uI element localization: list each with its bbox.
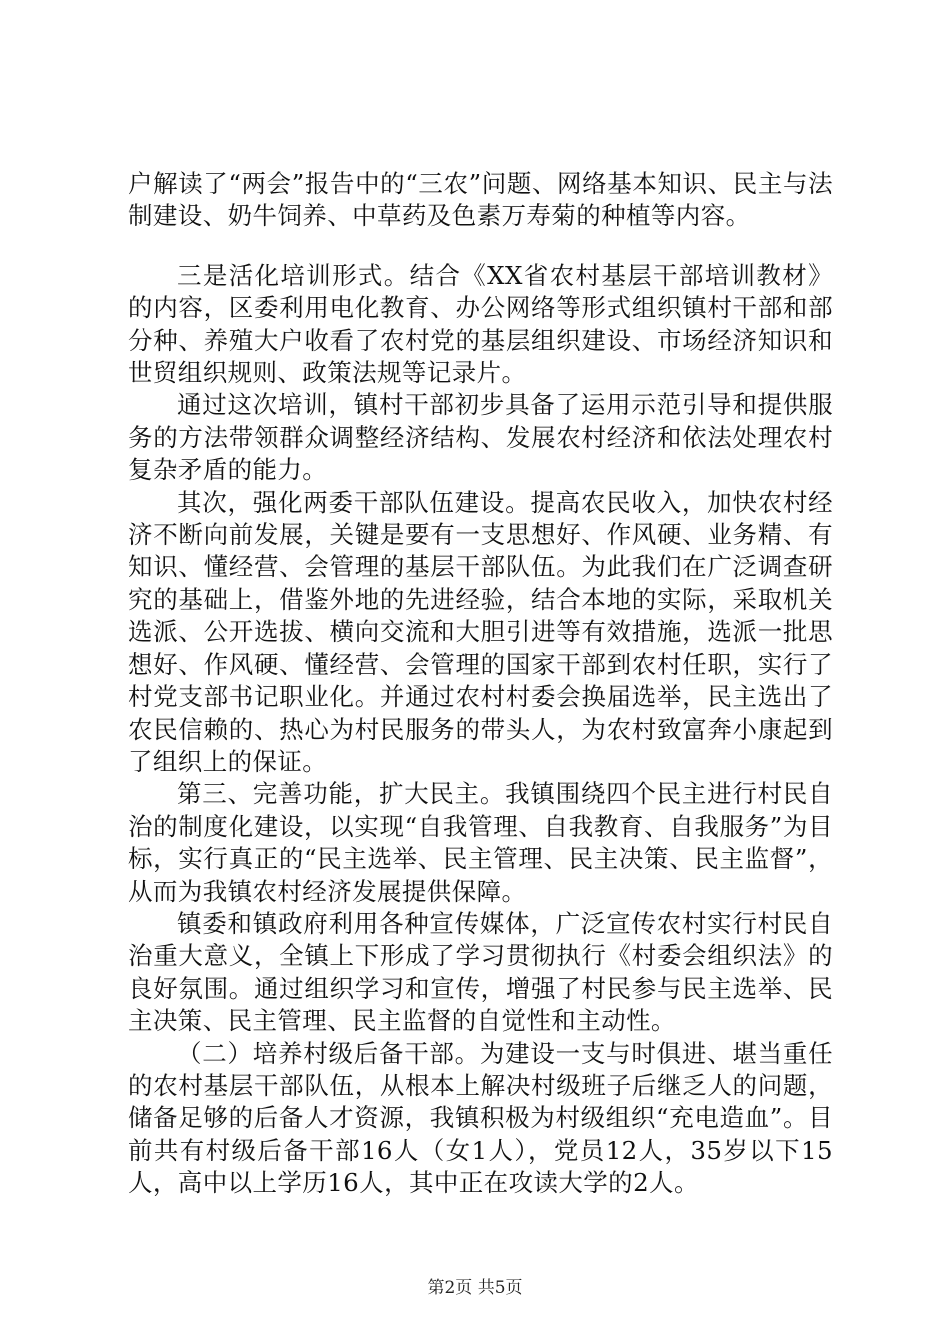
page-number-footer: 第2页 共5页 xyxy=(427,1278,523,1298)
paragraph-publicity: 镇委和镇政府利用各种宣传媒体，广泛宣传农村实行村民自治重大意义，全镇上下形成了学习贯彻执行《村委会组织法》的良好氛围。通过组织学习和宣传，增强了村民参与民主选举、民主决策、民主管理、民主监督的自觉性和主动性。 xyxy=(128,908,833,1036)
paragraph-cadre-team: 其次，强化两委干部队伍建设。提高农民收入，加快农村经济不断向前发展，关键是要有一支思想好、作风硬、业务精、有知识、懂经营、会管理的基层干部队伍。为此我们在广泛调查研究的基础上，借鉴外地的先进经验，结合本地的实际，采取机关选派、公开选拔、横向交流和大胆引进等有效措施，选派一批思想好、作风硬、懂经营、会管理的国家干部到农村任职，实行了村党支部书记职业化。并通过农村村委会换届选举，民主选出了农民信赖的、热心为村民服务的带头人，为农村致富奔小康起到了组织上的保证。 xyxy=(128,487,833,776)
paragraph-continued: 户解读了“两会”报告中的“三农”问题、网络基本知识、民主与法制建设、奶牛饲养、中草药及色素万寿菊的种植等内容。 xyxy=(128,169,833,231)
paragraph-reserve-cadres: （二）培养村级后备干部。为建设一支与时俱进、堪当重任的农村基层干部队伍，从根本上解决村级班子后继乏人的问题，储备足够的后备人才资源，我镇积极为村级组织“充电造血”。目前共有村级后备干部16人（女1人），党员12人，35岁以下15人，高中以上学历16人，其中正在攻读大学的2人。 xyxy=(128,1038,833,1198)
document-body xyxy=(128,168,833,1200)
paragraph-training-format: 三是活化培训形式。结合《XX省农村基层干部培训教材》的内容，区委利用电化教育、办公网络等形式组织镇村干部和部分种、养殖大户收看了农村党的基层组织建设、市场经济知识和世贸组织规则、政策法规等记录片。 xyxy=(128,260,833,388)
paragraph-training-result: 通过这次培训，镇村干部初步具备了运用示范引导和提供服务的方法带领群众调整经济结构、发展农村经济和依法处理农村复杂矛盾的能力。 xyxy=(128,390,833,485)
paragraph-democracy: 第三、完善功能，扩大民主。我镇围绕四个民主进行村民自治的制度化建设，以实现“自我管理、自我教育、自我服务”为目标，实行真正的“民主选举、民主管理、民主决策、民主监督”，从而为我镇农村经济发展提供保障。 xyxy=(128,779,833,906)
